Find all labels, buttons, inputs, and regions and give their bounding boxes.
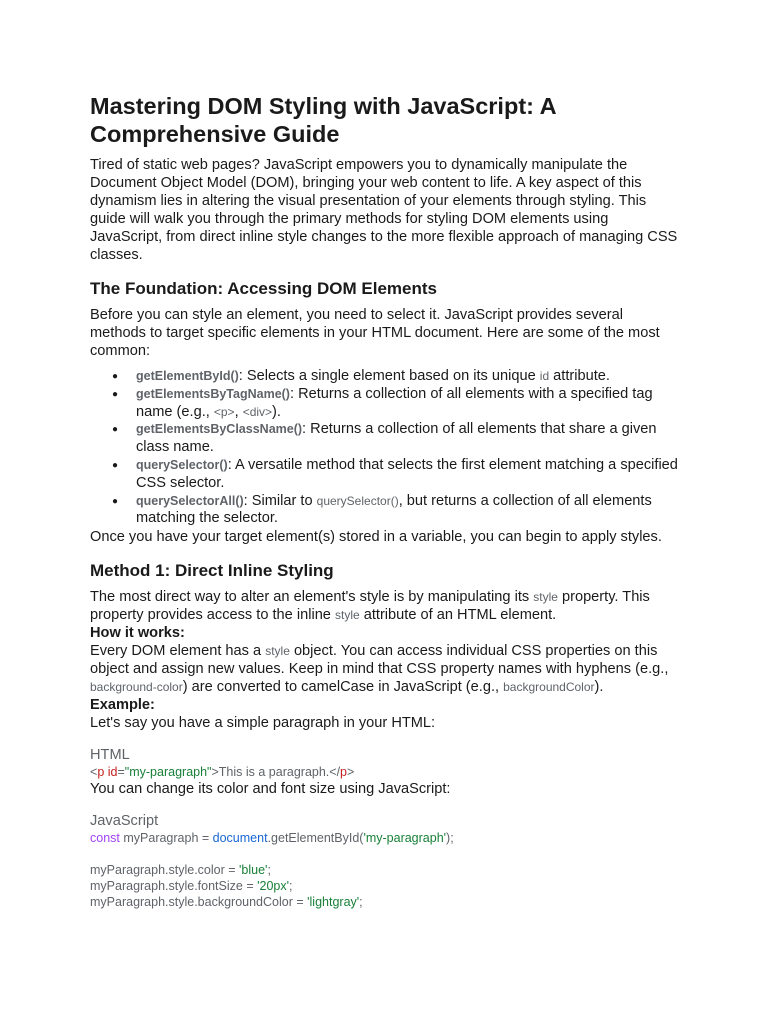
inline-code: style — [265, 644, 290, 659]
after-html-text: You can change its color and font size using JavaScript: — [90, 781, 451, 798]
page-title: Mastering DOM Styling with JavaScript: A Comprehensive Guide — [90, 93, 556, 147]
list-item: ● getElementById(): Selects a single element based on its unique id attribute. — [112, 368, 610, 384]
method-name: getElementById() — [136, 369, 239, 383]
html-code-block — [90, 746, 680, 780]
bullet-icon: ● — [112, 371, 119, 382]
inline-code: <div> — [242, 404, 273, 419]
section-heading-foundation: The Foundation: Accessing DOM Elements — [90, 279, 437, 298]
list-item: ● getElementsByTagName(): Returns a collection of all elements with a specified tag name (e.g., <p>, <div>). — [112, 385, 653, 420]
code-language-label: HTML — [90, 747, 130, 764]
method1-paragraph: The most direct way to alter an element's style is by manipulating its style property. This property provides access to the inline style attribute of an HTML element. — [90, 589, 650, 624]
foundation-intro: Before you can style an element, you need to select it. JavaScript provides several methods to target specific elements in your HTML document. Here are some of the most common: — [90, 307, 660, 359]
example-text: Let's say you have a simple paragraph in your HTML: — [90, 715, 436, 732]
foundation-outro: Once you have your target element(s) stored in a variable, you can begin to apply styles. — [90, 529, 662, 546]
example-label: Example: — [90, 697, 155, 714]
code-language-label: JavaScript — [90, 813, 159, 830]
inline-code: style — [533, 590, 558, 605]
how-it-works-paragraph: Every DOM element has a style object. You can access individual CSS properties on this object and assign new values. Keep in mind that CSS property names with hyphens (e.g., background-color) are converted to camelCase in JavaScript (e.g., backgroundColor). — [90, 643, 669, 696]
code-line: myParagraph.style.color = 'blue'; — [90, 863, 271, 878]
method-name: querySelector() — [136, 457, 228, 472]
inline-code: querySelector() — [316, 493, 399, 508]
method-name: querySelectorAll() — [136, 493, 244, 508]
section-heading-method1: Method 1: Direct Inline Styling — [90, 561, 334, 581]
how-it-works-label: How it works: — [90, 625, 185, 642]
method-name: getElementsByTagName() — [136, 386, 290, 401]
inline-code: <p> — [213, 404, 235, 419]
inline-code: style — [334, 608, 360, 623]
bullet-icon: ● — [112, 424, 119, 436]
bullet-icon: ● — [112, 388, 119, 400]
code-line: const myParagraph = document.getElementById('my-paragraph'); — [90, 831, 454, 846]
code-line: <p id="my-paragraph">This is a paragraph.</p> — [90, 765, 355, 780]
code-line: myParagraph.style.backgroundColor = 'lightgray'; — [90, 895, 363, 910]
list-item: ● getElementsByClassName(): Returns a collection of all elements that share a given class name. — [112, 421, 657, 456]
document-page — [90, 92, 680, 910]
intro-paragraph: Tired of static web pages? JavaScript empowers you to dynamically manipulate the Document Object Model (DOM), bringing your web content to life. A key aspect of this dynamism lies in altering the visual presentation of your elements through styling. This guide will walk you through the primary methods for styling DOM elements using JavaScript, from direct inline style changes to the more flexible approach of managing CSS classes. — [90, 157, 678, 263]
inline-code: background-color — [90, 680, 183, 695]
method-name: getElementsByClassName() — [136, 422, 303, 437]
list-item: ● querySelector(): A versatile method that selects the first element matching a specified CSS selector. — [112, 456, 678, 491]
blank-line — [90, 846, 680, 862]
code-line: myParagraph.style.fontSize = '20px'; — [90, 879, 293, 894]
bullet-icon: ● — [112, 495, 119, 507]
methods-list — [90, 368, 680, 528]
js-code-block — [90, 812, 680, 910]
list-item: ● querySelectorAll(): Similar to querySelector(), but returns a collection of all elements matching the selector. — [112, 492, 652, 527]
inline-code: backgroundColor — [503, 680, 595, 695]
inline-code: id — [539, 369, 550, 383]
bullet-icon: ● — [112, 459, 119, 471]
